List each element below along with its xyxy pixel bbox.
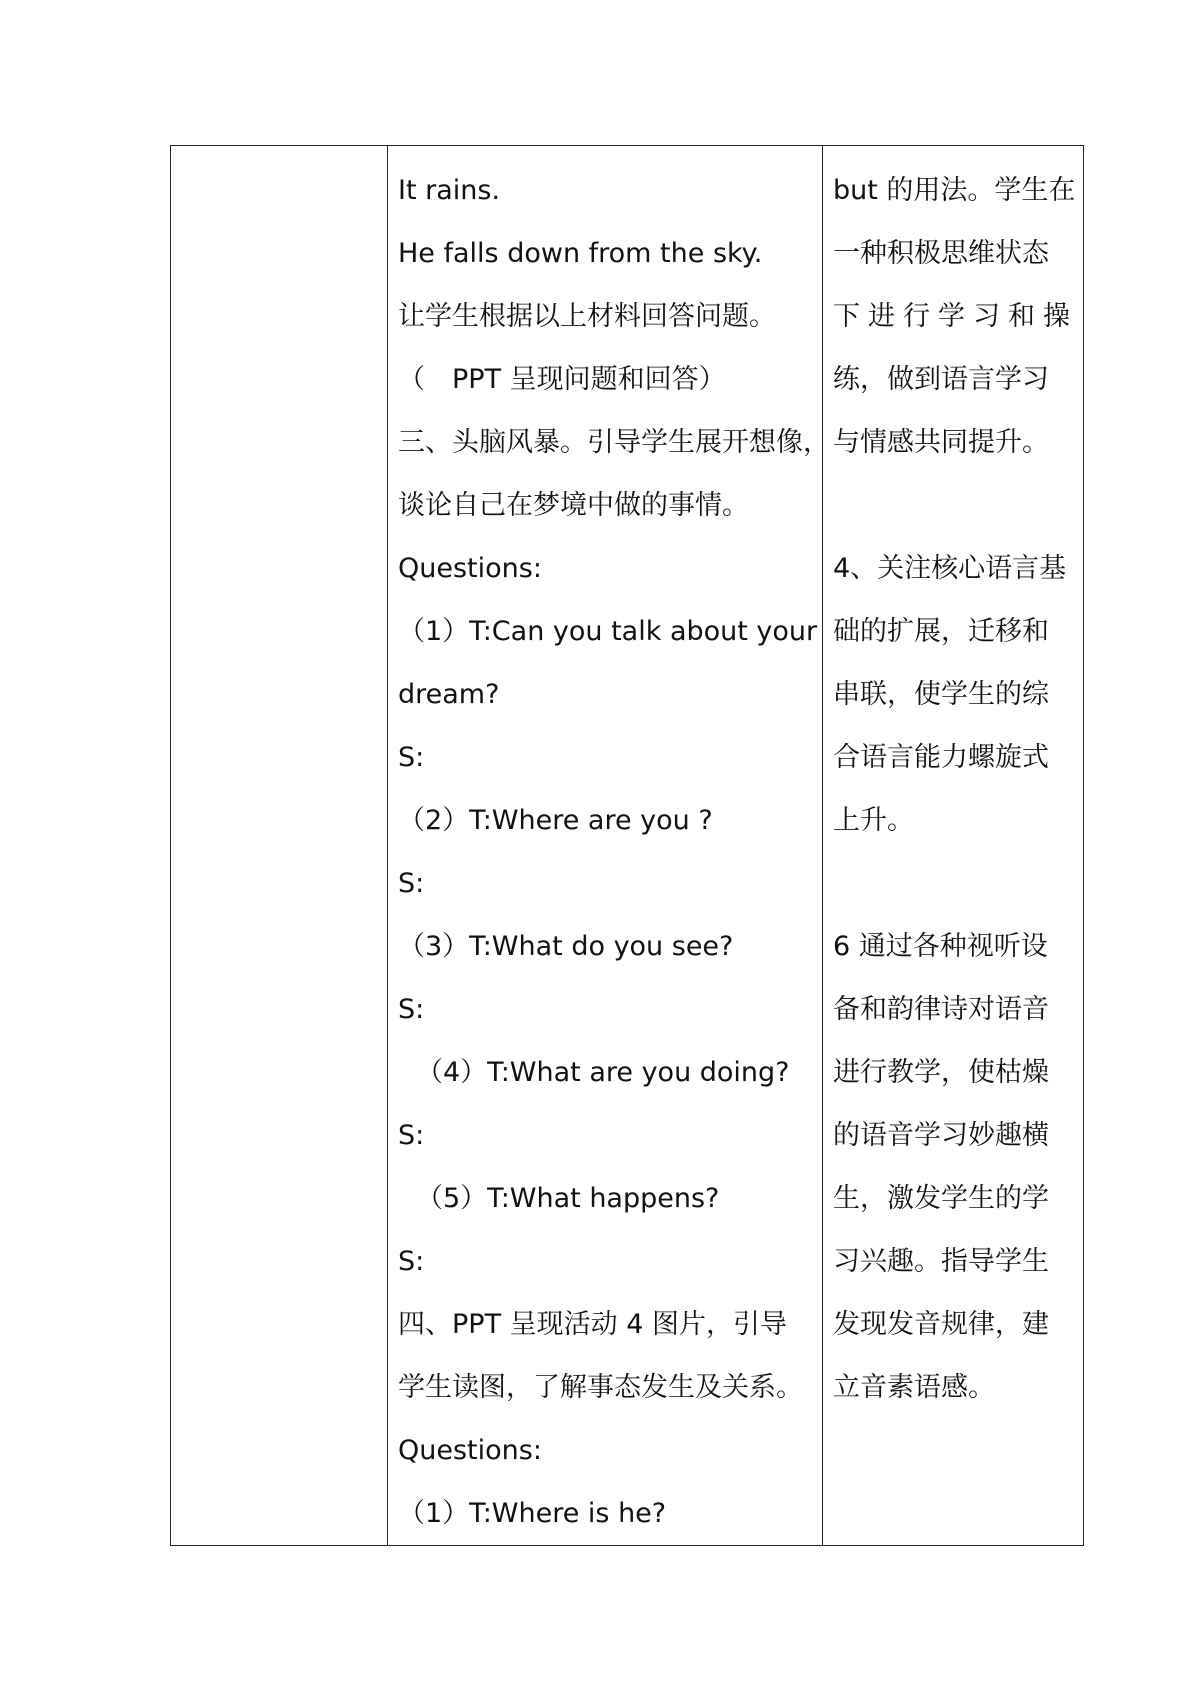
text-line: 练，做到语言学习 bbox=[833, 364, 1049, 395]
text-line: 的语音学习妙趣横 bbox=[833, 1120, 1049, 1151]
text-line: （1）T:Can you talk about your bbox=[398, 616, 818, 647]
text-line: 6 通过各种视听设 bbox=[833, 931, 1048, 962]
text-line: dream? bbox=[398, 679, 500, 710]
text-line: 让学生根据以上材料回答问题。 bbox=[398, 301, 776, 332]
text-line: Questions: bbox=[398, 553, 542, 584]
text-line: S: bbox=[398, 1120, 425, 1151]
text-line: Questions: bbox=[398, 1435, 542, 1466]
text-line: 4、关注核心语言基 bbox=[833, 553, 1067, 584]
left-column-cell bbox=[171, 146, 388, 1546]
text-line: He falls down from the sky. bbox=[398, 238, 763, 269]
text-line: 生，激发学生的学 bbox=[833, 1183, 1049, 1214]
text-line: （5）T:What happens? bbox=[416, 1183, 720, 1214]
blank-line bbox=[833, 852, 1079, 915]
text-line: （2）T:Where are you ? bbox=[398, 805, 713, 836]
text-line: 上升。 bbox=[833, 805, 914, 836]
text-line: 合语言能力螺旋式 bbox=[833, 742, 1049, 773]
text-line: 四、PPT 呈现活动 4 图片，引导 bbox=[398, 1309, 787, 1340]
text-line: 习兴趣。指导学生 bbox=[833, 1246, 1049, 1277]
text-line: 础的扩展，迁移和 bbox=[833, 616, 1049, 647]
lesson-plan-table bbox=[170, 145, 1084, 1546]
text-line: （3）T:What do you see? bbox=[398, 931, 734, 962]
activity-column-cell bbox=[388, 146, 830, 1546]
text-line: 立音素语感。 bbox=[833, 1372, 995, 1403]
text-line: （ PPT 呈现问题和回答） bbox=[398, 364, 726, 395]
text-line: but 的用法。学生在 bbox=[833, 175, 1076, 206]
text-line: 一种积极思维状态 bbox=[833, 238, 1049, 269]
text-line: S: bbox=[398, 742, 425, 773]
blank-line bbox=[833, 474, 1079, 537]
text-line: （4）T:What are you doing? bbox=[416, 1057, 790, 1088]
text-line: 发现发音规律，建 bbox=[833, 1309, 1049, 1340]
table-row bbox=[171, 146, 1084, 1546]
text-line: （1）T:Where is he? bbox=[398, 1498, 667, 1529]
text-line: S: bbox=[398, 868, 425, 899]
text-line: 进行教学，使枯燥 bbox=[833, 1057, 1049, 1088]
text-line: S: bbox=[398, 994, 425, 1025]
text-line: 学生读图，了解事态发生及关系。 bbox=[398, 1372, 803, 1403]
text-line: 三、头脑风暴。引导学生展开想像， bbox=[398, 427, 830, 458]
text-line: 谈论自己在梦境中做的事情。 bbox=[398, 490, 749, 521]
text-line: 串联，使学生的综 bbox=[833, 679, 1049, 710]
text-line: 与情感共同提升。 bbox=[833, 427, 1049, 458]
text-line: 备和韵律诗对语音 bbox=[833, 994, 1049, 1025]
text-line: S: bbox=[398, 1246, 425, 1277]
text-line: It rains. bbox=[398, 175, 501, 206]
rationale-column-cell bbox=[823, 146, 1084, 1546]
text-line: 下进行学习和操 bbox=[833, 301, 1078, 332]
